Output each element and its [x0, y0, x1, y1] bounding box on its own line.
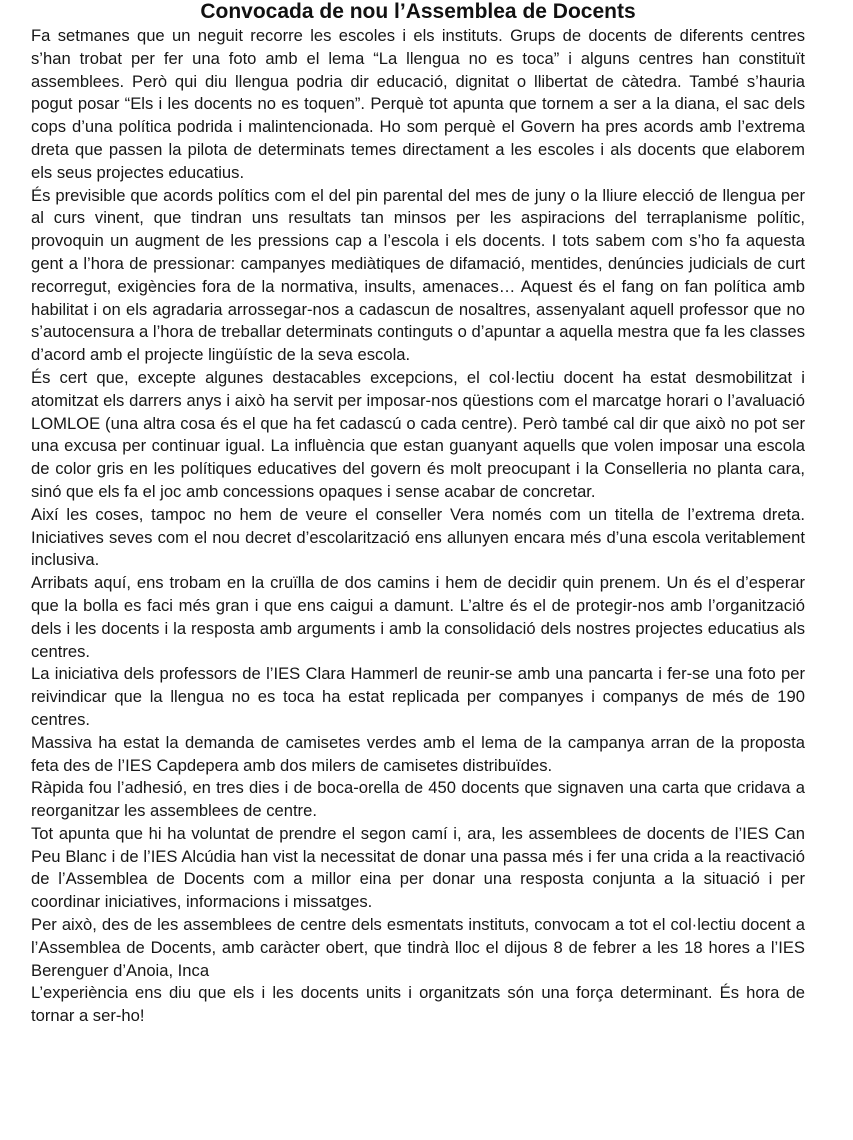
document-title: Convocada de nou l’Assemblea de Docents: [200, 0, 636, 23]
paragraph-9: Tot apunta que hi ha voluntat de prendre el segon camí i, ara, les assemblees de docents de l’IES Can Peu Blanc i de l’IES Alcúdia han vist la necessitat de donar una passa més i fer una crida a la reactivació de l’Assemblea de Docents com a millor eina per donar una resposta conjunta a la situació i per coordinar iniciatives, informacions i missatges.: [31, 823, 805, 912]
paragraph-10: Per això, des de les assemblees de centre dels esmentats instituts, convocam a tot el col·lectiu docent a l’Assemblea de Docents, amb caràcter obert, que tindrà lloc el dijous 8 de febrer a les 18 hores a l’IES Berenguer d’Anoia, Inca: [31, 915, 805, 980]
paragraph-3: És cert que, excepte algunes destacables excepcions, el col·lectiu docent ha estat desmobilitzat i atomitzat els darrers anys i això ha servit per imposar-nos qüestions com el marcatge horari o l’avaluació LOMLOE (una altra cosa és el que ha fet cadascú o cada centre). Però també cal dir que això no pot ser una excusa per continuar igual. La influència que estan guanyant aquells que volen imposar una escola de color gris en les polítiques educatives del govern és molt preocupant i la Conselleria no planta cara, sinó que els fa el joc amb concessions opaques i sense acabar de concretar.: [31, 367, 805, 501]
paragraph-8: Ràpida fou l’adhesió, en tres dies i de boca-orella de 450 docents que signaven una carta que cridava a reorganitzar les assemblees de centre.: [31, 778, 805, 821]
paragraph-2: És previsible que acords polítics com el del pin parental del mes de juny o la lliure elecció de llengua per al curs vinent, que tindran uns resultats tan minsos per les aspiracions del terraplanisme polític, provoquin un augment de les pressions cap a l’escola i els docents. I tots sabem com s’ho fa aquesta gent a l’hora de pressionar: campanyes mediàtiques de difamació, mentides, denúncies judicials de curt recorregut, exigències fora de la normativa, insults, amenaces… Aquest és el fang on fan política amb habilitat i on els agradaria arrossegar-nos a cadascun de nosaltres, assenyalant aquell professor que no s’autocensura a l’hora de treballar determinats continguts o d’apuntar a aquella mestra que fa les classes d’acord amb el projecte lingüístic de la seva escola.: [31, 185, 805, 365]
paragraph-4: Així les coses, tampoc no hem de veure el conseller Vera només com un titella de l’extrema dreta. Iniciatives seves com el nou decret d’escolarització ens allunyen encara més d’una escola veritablement inclusiva.: [31, 504, 805, 570]
document-body: [31, 25, 805, 1028]
paragraph-1: Fa setmanes que un neguit recorre les escoles i els instituts. Grups de docents de diferents centres s’han trobat per fer una foto amb el lema “La llengua no es toca” i alguns centres han constituït assemblees. Però qui diu llengua podria dir educació, dignitat o llibertat de càtedra. També s’hauria pogut posar “Els i les docents no es toquen”. Perquè tot apunta que tornem a ser a la diana, el sac dels cops d’una política podrida i malintencionada. Ho som perquè el Govern ha pres acords amb l’extrema dreta que passen la pilota de determinats temes directament a les escoles i als docents que elaborem els seus projectes educatius.: [31, 26, 805, 182]
paragraph-11: L’experiència ens diu que els i les docents units i organitzats són una força determinant. És hora de tornar a ser-ho!: [31, 983, 805, 1026]
paragraph-6: La iniciativa dels professors de l’IES Clara Hammerl de reunir-se amb una pancarta i fer-se una foto per reivindicar que la llengua no es toca ha estat replicada per companyes i companys de més de 190 centres.: [31, 664, 805, 729]
paragraph-5: Arribats aquí, ens trobam en la cruïlla de dos camins i hem de decidir quin prenem. Un és el d’esperar que la bolla es faci més gran i que ens caigui a damunt. L’altre és el de protegir-nos amb l’organització dels i les docents i la resposta amb arguments i amb la consolidació dels nostres projectes educatius als centres.: [31, 573, 805, 661]
paragraph-7: Massiva ha estat la demanda de camisetes verdes amb el lema de la campanya arran de la proposta feta des de l’IES Capdepera amb dos milers de camisetes distribuïdes.: [31, 732, 805, 775]
